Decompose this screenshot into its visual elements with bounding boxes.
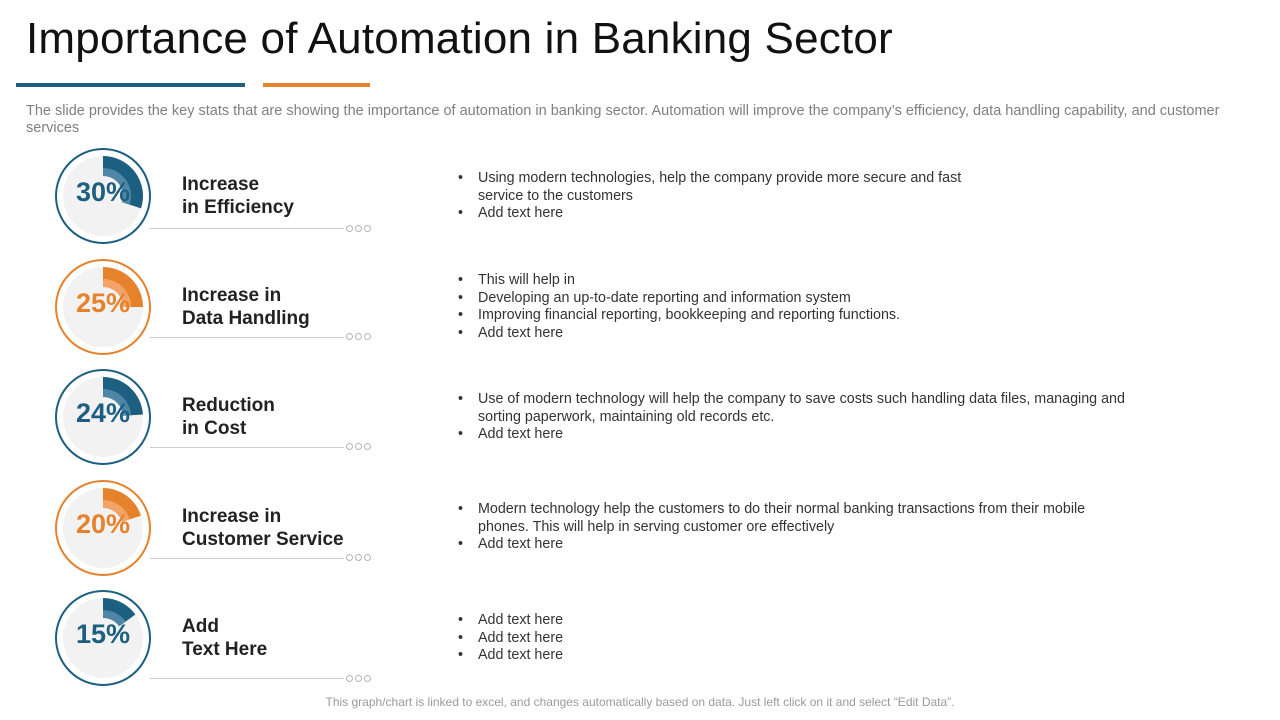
stat-percent: 15% (75, 619, 131, 649)
title-underline-orange (263, 83, 370, 87)
bullet-item: • Add text here (458, 536, 1138, 554)
stat-label-line2: in Cost (182, 418, 247, 439)
decor-dots (346, 333, 371, 340)
stat-label-line2: Data Handling (182, 308, 310, 329)
stat-label-line1: Increase in (182, 506, 282, 527)
bullet-item: • Add text here (458, 325, 1138, 343)
bullet-item: • Add text here (458, 205, 1138, 223)
title-underline-blue (16, 83, 245, 87)
slide-description: The slide provides the key stats that are showing the importance of automation in banking sector. Automation will improve the company’s efficiency, data handling capability, and customer services (26, 103, 1220, 136)
label-underline (150, 558, 344, 559)
stat-label-line1: Add (182, 616, 219, 637)
bullet-item: • Improving financial reporting, bookkeeping and reporting functions. (458, 307, 1138, 325)
stat-label-line2: Customer Service (182, 529, 344, 550)
label-underline (150, 678, 344, 679)
bullet-item: • Add text here (458, 426, 1138, 444)
stat-label-line2: in Efficiency (182, 197, 294, 218)
stat-percent: 30% (75, 177, 131, 207)
bullet-item: • This will help in (458, 272, 1138, 290)
label-underline (150, 228, 344, 229)
page-title: Importance of Automation in Banking Sector (26, 14, 893, 63)
stat-percent: 20% (75, 509, 131, 539)
stat-label-line1: Reduction (182, 395, 275, 416)
stat-label (182, 394, 275, 440)
footer-note: This graph/chart is linked to excel, and changes automatically based on data. Just left click on it and select “Edit Data”. (325, 695, 955, 709)
bullet-item: • Use of modern technology will help the company to save costs such handling data files, managing and sorting paperwork, maintaining old records etc. (458, 391, 1138, 426)
stat-percent: 25% (75, 288, 131, 318)
bullet-item: • Add text here (458, 647, 1138, 665)
label-underline (150, 337, 344, 338)
stat-bullets (458, 612, 1138, 665)
stat-label-line2: Text Here (182, 639, 268, 660)
stat-row-efficiency (0, 147, 1280, 247)
stat-bullets (458, 391, 1138, 444)
stat-percent: 24% (75, 398, 131, 428)
stat-row-cost (0, 368, 1280, 468)
bullet-item: • Modern technology help the customers to do their normal banking transactions from their mobile phones. This will help in serving customer ore effectively (458, 501, 1138, 536)
stat-bullets (458, 272, 1138, 342)
bullet-item: • Developing an up-to-date reporting and information system (458, 290, 1138, 308)
stat-label (182, 173, 294, 219)
bullet-item: • Using modern technologies, help the company provide more secure and fast service to the customers (458, 170, 978, 205)
stat-label (182, 615, 267, 661)
stat-label (182, 505, 344, 551)
label-underline (150, 447, 344, 448)
stat-bullets (458, 501, 1138, 554)
stat-row-customer-service (0, 479, 1280, 579)
bullet-item: • Add text here (458, 612, 1138, 630)
stat-label-line1: Increase in (182, 285, 282, 306)
stat-label-line1: Increase (182, 174, 260, 195)
bullet-item: • Add text here (458, 630, 1138, 648)
decor-dots (346, 443, 371, 450)
stat-row-data-handling (0, 258, 1280, 358)
decor-dots (346, 675, 371, 682)
stat-bullets (458, 170, 1138, 223)
stat-label (182, 284, 310, 330)
decor-dots (346, 225, 371, 232)
stat-row-add-text (0, 589, 1280, 689)
decor-dots (346, 554, 371, 561)
